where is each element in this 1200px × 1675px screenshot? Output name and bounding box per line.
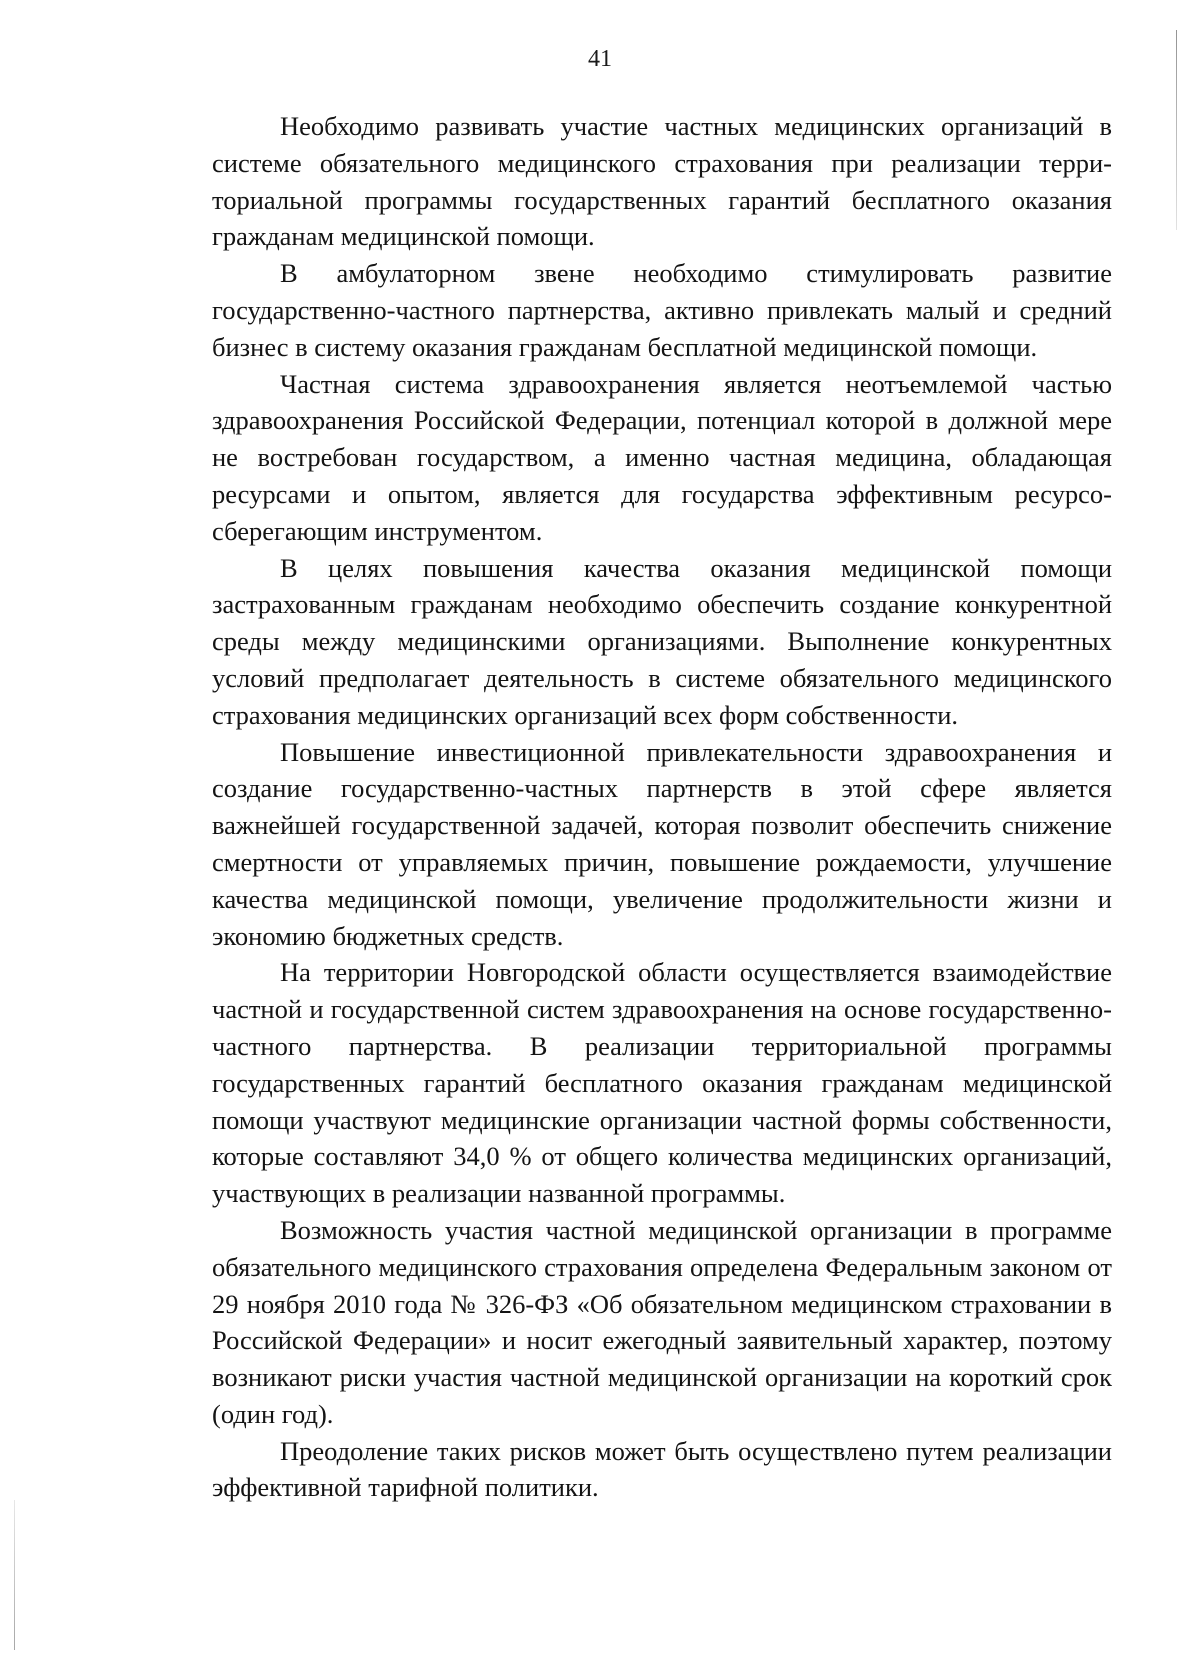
body-text	[212, 108, 1112, 1506]
paragraph: Повышение инвестиционной привлекательности здравоохранения и создание государственно-частных партнерств в этой сфере является важнейшей государственной задачей, которая позволит обеспечить снижение смертности от управляемых причин, повышение рождаемости, улучшение качества медицинской помощи, увеличение продолжительности жизни и экономию бюджетных средств.	[212, 736, 1112, 951]
paragraph: На территории Новгородской области осуществляется взаимодействие частной и государственной систем здравоохранения на основе государственно-частного партнерства. В реализации территориальной программы государственных гарантий бесплатного оказания гражданам медицинской помощи участвуют медицинские организации частной формы собственности, которые составляют 34,0 % от общего количества медицинских организаций, участвующих в реализации названной программы.	[212, 957, 1112, 1209]
scan-edge-line	[14, 1500, 15, 1650]
paragraph: В целях повышения качества оказания медицинской помощи застрахованным гражданам необходимо обеспечить создание конкурентной среды между медицинскими организациями. Выполнение конкурентных условий предполагает деятельность в системе обязательного медицинского страхования медицинских организаций всех форм собственности.	[212, 552, 1112, 730]
paragraph: Возможность участия частной медицинской организации в программе обязательного медицинского страхования определена Федеральным законом от 29 ноября 2010 года № 326-ФЗ «Об обязательном медицинском страховании в Российской Федерации» и носит ежегодный заявительный характер, поэтому возникают риски участия частной медицинской организации на короткий срок (один год).	[212, 1214, 1112, 1429]
paragraph: Преодоление таких рисков может быть осуществлено путем реализации эффективной тарифной политики.	[212, 1435, 1112, 1503]
paragraph: В амбулаторном звене необходимо стимулировать развитие государственно-частного партнерства, активно привлекать малый и средний бизнес в систему оказания гражданам бесплатной медицинской помощи.	[212, 258, 1112, 362]
page-number: 41	[588, 46, 612, 72]
paragraph: Необходимо развивать участие частных медицинских организаций в системе обязательного медицинского страхования при реализации территориальной программы государственных гарантий бесплатного оказания гражданам медицинской помощи.	[212, 111, 1112, 252]
paragraph: Частная система здравоохранения является неотъемлемой частью здравоохранения Российской Федерации, потенциал которой в должной мере не востребован государством, а именно частная медицина, обладающая ресурсами и опытом, является для государства эффективным ресурсосберегающим инструментом.	[212, 368, 1112, 546]
